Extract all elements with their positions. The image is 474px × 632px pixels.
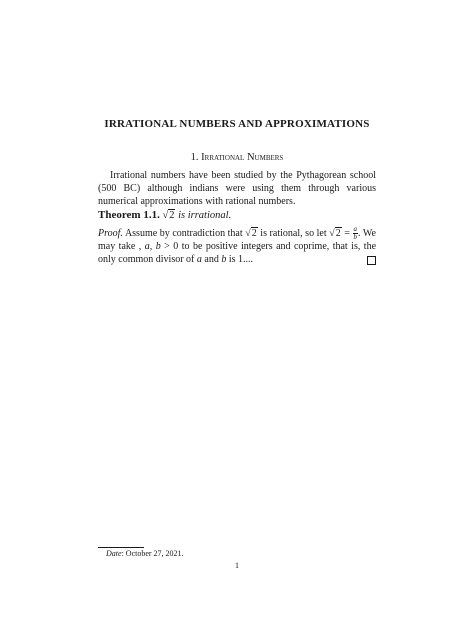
footnote-label: Date bbox=[106, 549, 122, 558]
fraction-denominator: b bbox=[353, 233, 358, 241]
footnote-text: : October 27, 2021. bbox=[121, 549, 184, 558]
footnote bbox=[106, 549, 184, 558]
footnote-rule bbox=[98, 547, 144, 548]
document-title: IRRATIONAL NUMBERS AND APPROXIMATIONS bbox=[104, 118, 370, 130]
proof-text-5: > 0 to be positive integers and coprime, that is, the only common divisor of bbox=[98, 241, 377, 265]
proof-radicand-2: 2 bbox=[335, 227, 341, 239]
sqrt-symbol: √2 bbox=[329, 227, 341, 239]
proof-text-2: is rational, so let bbox=[257, 227, 330, 239]
section-heading bbox=[0, 152, 474, 163]
theorem-statement: is irrational. bbox=[175, 210, 232, 221]
page-number: 1 bbox=[235, 561, 239, 570]
fraction-numerator: a bbox=[353, 225, 358, 233]
proof-text-4: . We may take , bbox=[98, 227, 376, 252]
theorem-block bbox=[98, 209, 376, 221]
proof-text-7: is 1.... bbox=[226, 253, 254, 265]
theorem-radicand: 2 bbox=[169, 210, 175, 221]
section-title: Irrational Numbers bbox=[201, 152, 284, 163]
proof-text-3: = bbox=[341, 227, 353, 239]
proof-var-b: b bbox=[221, 253, 227, 265]
proof-var-ab: a, b bbox=[144, 241, 161, 252]
proof-paragraph bbox=[98, 226, 376, 267]
intro-paragraph: Irrational numbers have been studied by the Pythagorean school (500 BC) although indians were using them through various numerical approximations with rational numbers. bbox=[98, 170, 376, 207]
theorem-label: Theorem 1.1. bbox=[98, 209, 160, 221]
qed-icon bbox=[367, 256, 376, 265]
proof-label: Proof. bbox=[98, 227, 123, 239]
proof-text-1: Assume by contradiction that bbox=[122, 227, 246, 239]
proof-radicand-1: 2 bbox=[251, 227, 257, 239]
sqrt-symbol: √2 bbox=[245, 227, 257, 239]
section-number: 1. bbox=[190, 152, 199, 163]
proof-var-a: a bbox=[196, 253, 202, 265]
sqrt-symbol: √2 bbox=[162, 210, 175, 221]
proof-text-6: and bbox=[201, 253, 222, 265]
